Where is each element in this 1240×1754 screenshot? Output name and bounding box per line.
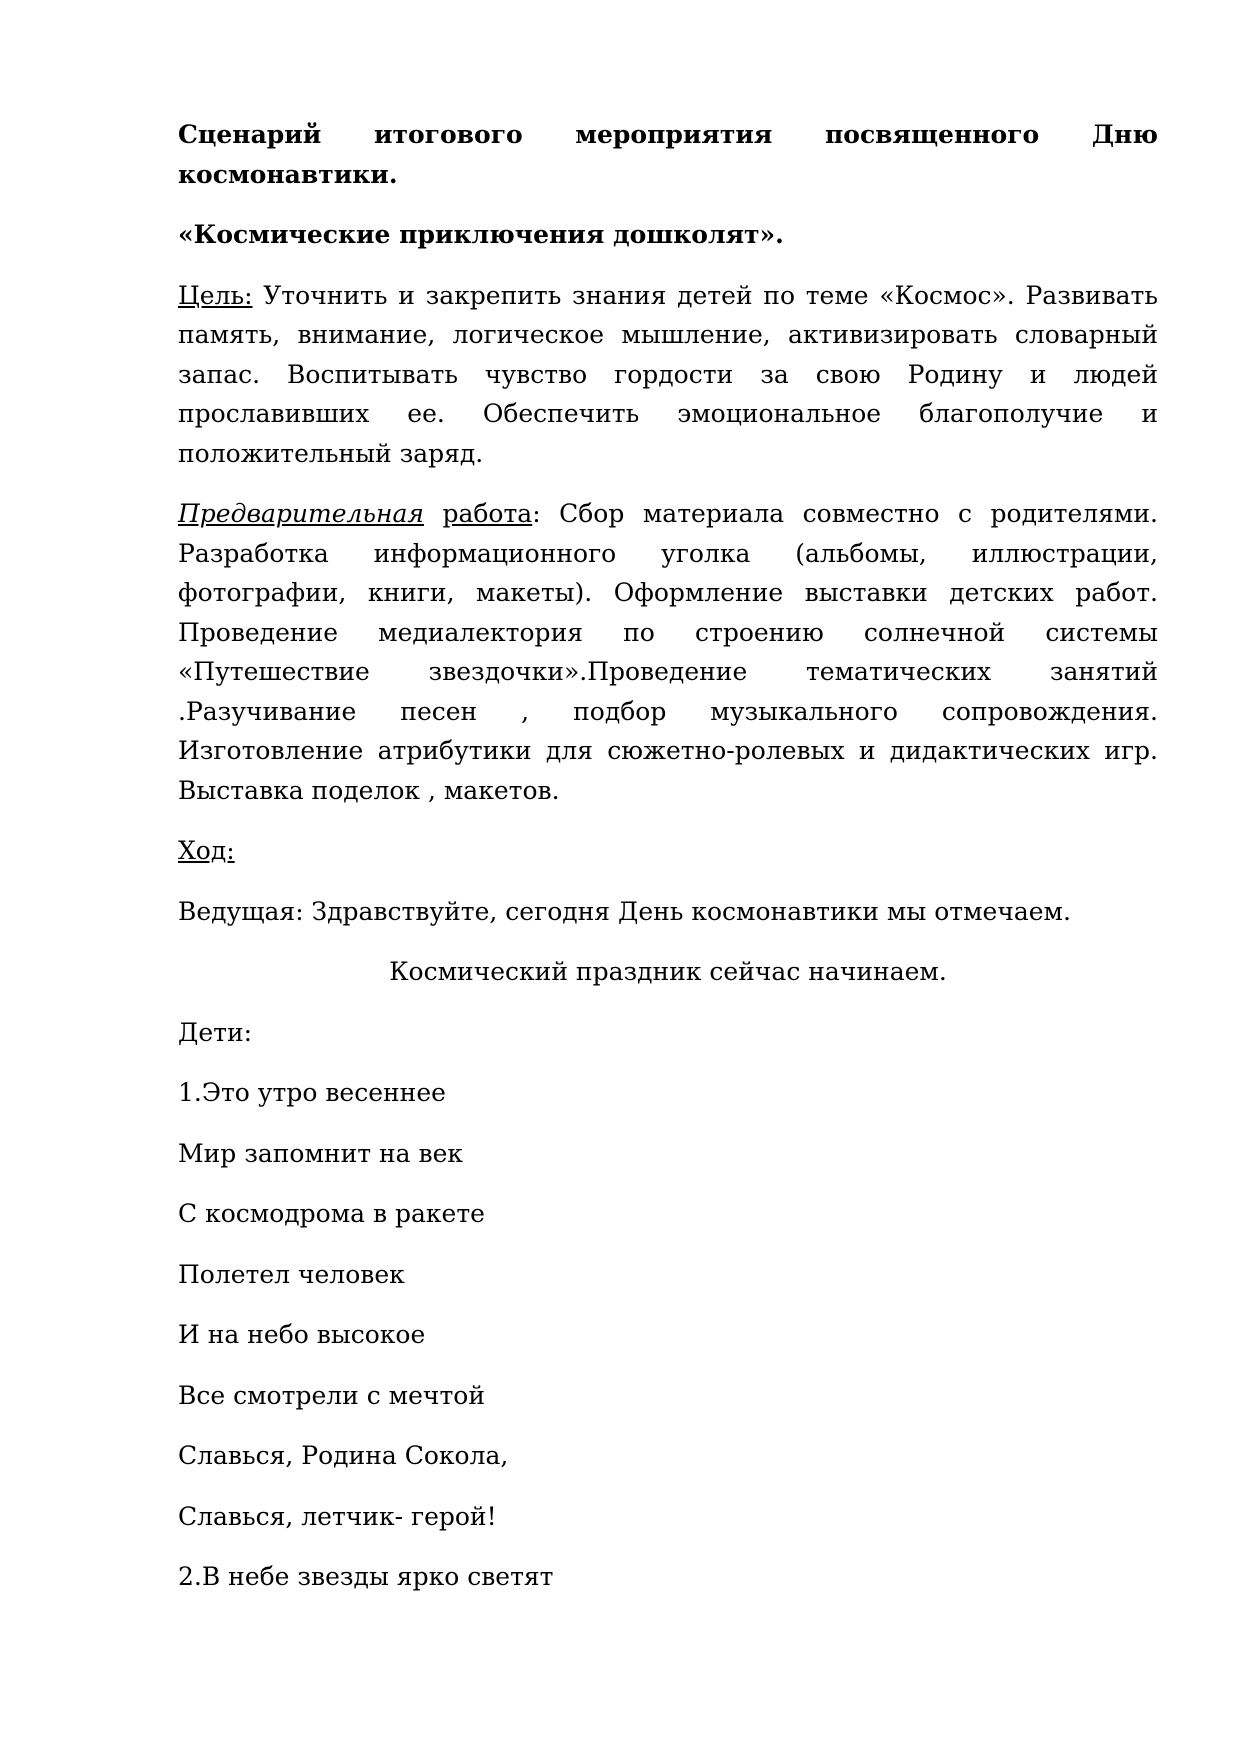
prework-colon: :	[532, 499, 541, 528]
prework-label-plain: работа	[442, 499, 533, 528]
title-line-2: космонавтики.	[178, 159, 398, 189]
goal-paragraph	[178, 276, 1158, 474]
title-line-1: Сценарий итогового мероприятия посвященного Дню	[178, 120, 1158, 149]
poem-line: Полетел человек	[178, 1259, 405, 1289]
poem-line: 2.В небе звезды ярко светят	[178, 1562, 554, 1591]
course-label: Ход:	[178, 836, 235, 865]
host-line: Ведущая: Здравствуйте, сегодня День космонавтики мы отмечаем.	[178, 896, 1071, 926]
children-label: Дети:	[178, 1017, 253, 1047]
prework-text: Сбор материала совместно с родителями. Разработка информационного уголка (альбомы, иллюстрации, фотографии, книги, макеты). Оформление выставки детских работ. Проведение медиалектория по строению солнечной системы «Путешествие звездочки».Проведение тематических занятий .Разучивание песен , подбор музыкального сопровождения. Изготовление атрибутики для сюжетно-ролевых и дидактических игр. Выставка поделок , макетов.	[178, 499, 1158, 805]
document-content	[178, 115, 1158, 1618]
poem-line: Славься, летчик- герой!	[178, 1501, 497, 1531]
poem-line: С космодрома в ракете	[178, 1199, 485, 1228]
prework-paragraph	[178, 494, 1158, 810]
document-title	[178, 115, 1158, 194]
poem-line: Мир запомнит на век	[178, 1138, 464, 1168]
poem-line: 1.Это утро весеннее	[178, 1078, 446, 1107]
goal-text: Уточнить и закрепить знания детей по теме «Космос». Развивать память, внимание, логическое мышление, активизировать словарный запас. Воспитывать чувство гордости за свою Родину и людей прославивших ее. Обеспечить эмоциональное благополучие и положительный заряд.	[178, 280, 1158, 468]
goal-label: Цель:	[178, 280, 253, 310]
poem-line: Все смотрели с мечтой	[178, 1380, 485, 1410]
course-heading	[178, 831, 1158, 871]
event-subtitle: «Космические приключения дошколят».	[178, 220, 784, 249]
poem-line: Славься, Родина Сокола,	[178, 1441, 509, 1470]
host-line-continued: Космический праздник сейчас начинаем.	[389, 957, 947, 986]
prework-label-italic: Предварительная	[178, 499, 424, 528]
poem-line: И на небо высокое	[178, 1320, 426, 1349]
